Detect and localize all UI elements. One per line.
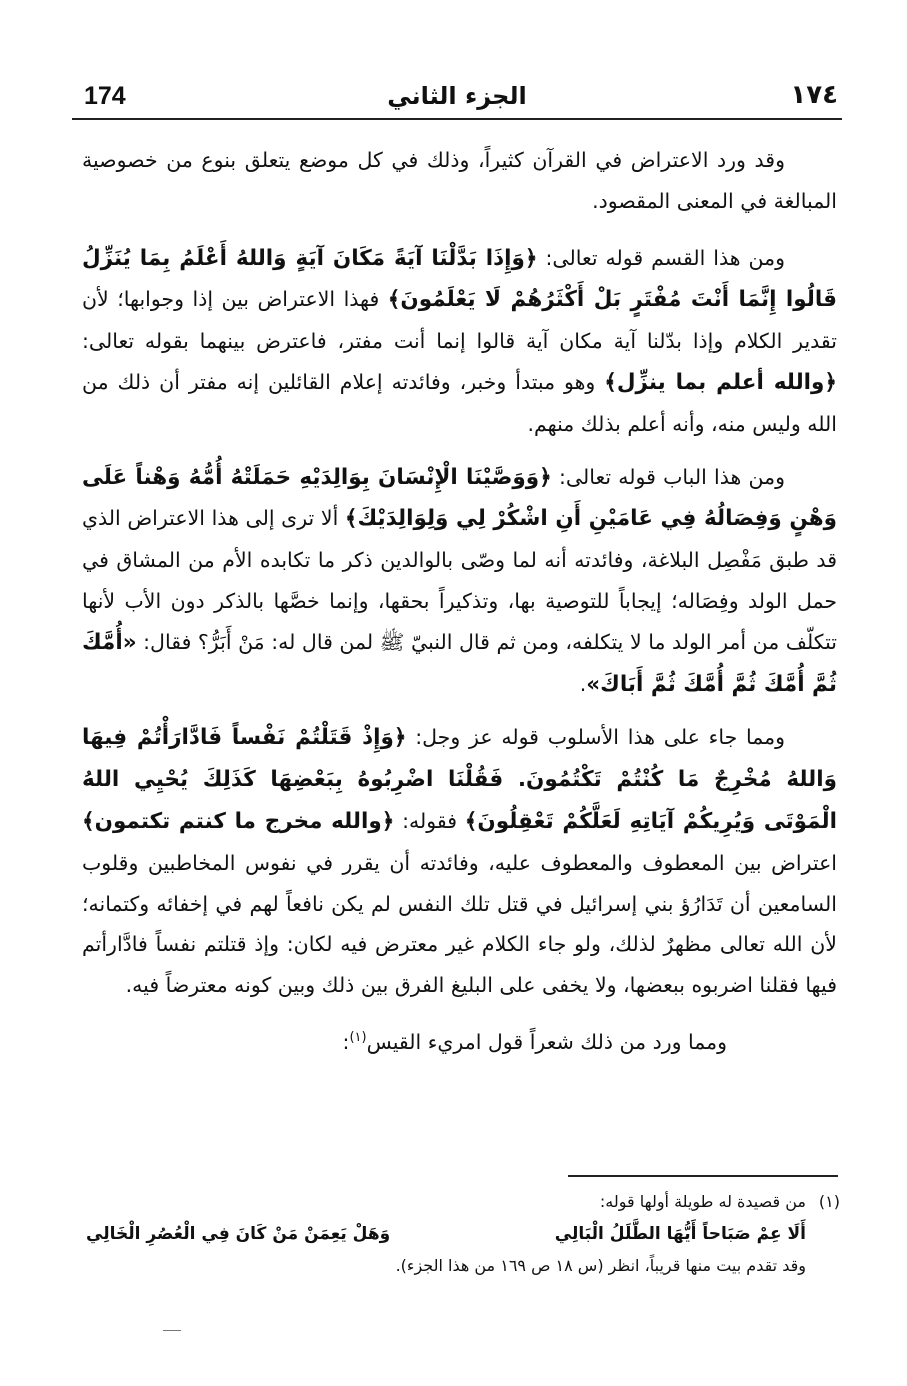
page-header (72, 76, 842, 120)
quran-verse: ﴿وَإِذَا بَدَّلْنَا آيَةً مَكَانَ آيَةٍ وَاللهُ أَعْلَمُ بِمَا يُنَزِّلُ قَالُوا إِنَّمَا أَنْتَ مُفْتَرٍ بَلْ أَكْثَرُهُمْ لَا يَعْلَمُونَ﴾ (82, 245, 837, 313)
footnote (82, 1186, 840, 1282)
footnote-reference-text: وقد تقدم بيت منها قريباً، انظر (س ١٨ ص ١٦٩ من هذا الجزء). (395, 1256, 806, 1275)
main-text (82, 140, 837, 1063)
verse-second-hemistich: وَهَلْ يَعِمَنْ مَنْ كَانَ فِي الْعُصُرِ الْخَالِي (86, 1224, 391, 1244)
quran-quote: ﴿والله أعلم بما ينزِّل﴾ (604, 369, 837, 395)
paragraph-4 (82, 717, 837, 1006)
quran-quote: ﴿والله مخرج ما كنتم تكتمون﴾ (82, 808, 395, 834)
paragraph-5-text: ومما ورد من ذلك شعراً قول امريء القيس (366, 1029, 727, 1054)
page-number-latin: 174 (84, 82, 126, 110)
paragraph-4-intro: ومما جاء على هذا الأسلوب قوله عز وجل: (406, 725, 785, 750)
hadith-quote: «أُمَّكَ ثُمَّ أُمَّكَ ثُمَّ أُمَّكَ ثُمَّ أَبَاكَ» (82, 629, 837, 697)
paragraph-1 (82, 140, 837, 222)
footnote-intro: من قصيدة له طويلة أولها قوله: (599, 1192, 806, 1211)
paragraph-3-outro: . (579, 671, 587, 696)
footnote-divider (568, 1175, 838, 1177)
running-title: الجزء الثاني (387, 82, 527, 110)
paragraph-2-middle: فهذا الاعتراض بين إذا وجوابها؛ لأن تقدير الكلام وإذا بدّلنا آية مكان آية قالوا إنما أنت مفتر، فاعترض بينهما بقوله تعالى: (82, 287, 837, 354)
paragraph-2-outro: وهو مبتدأ وخبر، وفائدته إعلام القائلين إنه مفتر أن ذلك من الله وليس منه، وأنه أعلم بذلك منهم. (82, 369, 837, 436)
paragraph-5 (82, 1018, 837, 1063)
paragraph-2 (82, 238, 837, 445)
paragraph-2-intro: ومن هذا القسم قوله تعالى: (537, 245, 785, 270)
paragraph-3 (82, 457, 837, 706)
paragraph-1-text: وقد ورد الاعتراض في القرآن كثيراً، وذلك في كل موضع يتعلق بنوع من خصوصية المبالغة في المعنى المقصود. (82, 148, 837, 213)
page-number-arabic: ١٧٤ (790, 80, 838, 110)
footnote-intro-line (82, 1186, 840, 1218)
scan-mark (163, 1330, 181, 1331)
paragraph-5-end: : (342, 1029, 350, 1054)
poem-verse (82, 1218, 840, 1250)
quran-verse: ﴿وَإِذْ قَتَلْتُمْ نَفْساً فَادَّارَأْتُمْ فِيهَا وَاللهُ مُخْرِجٌ مَا كُنْتُمْ تَكْتُمُونَ. فَقُلْنَا اضْرِبُوهُ بِبَعْضِهَا كَذَلِكَ يُحْيِي اللهُ الْمَوْتَى وَيُرِيكُمْ آيَاتِهِ لَعَلَّكُمْ تَعْقِلُونَ﴾ (82, 725, 837, 834)
footnote-reference[interactable]: (١) (349, 1029, 367, 1045)
paragraph-3-intro: ومن هذا الباب قوله تعالى: (551, 464, 785, 489)
verse-first-hemistich: أَلَا عِمْ صَبَاحاً أَيُّهَا الطَّلَلُ الْبَالِي (554, 1224, 806, 1244)
quran-verse: ﴿وَوَصَّيْنَا الْإِنْسَانَ بِوَالِدَيْهِ حَمَلَتْهُ أُمُّهُ وَهْناً عَلَى وَهْنٍ وَفِصَالُهُ فِي عَامَيْنِ أَنِ اشْكُرْ لِي وَلِوَالِدَيْكَ﴾ (82, 464, 837, 532)
footnote-number: (١) (818, 1192, 840, 1211)
paragraph-4-outro: اعتراض بين المعطوف والمعطوف عليه، وفائدته أن يقرر في نفوس المخاطبين وقلوب السامعين أن تَدَارُؤ بني إسرائيل في قتل تلك النفس لم يكن نافعاً لهم في إخفائه وكتمانه؛ لأن الله تعالى مظهرٌ لذلك، ولو جاء الكلام غير معترض فيه لكان: وإذ قتلتم نفساً فادَّارأتم فيها فقلنا اضربوه ببعضها، ولا يخفى على البليغ الفرق بين ذلك وبين كونه معترضاً فيه. (82, 850, 837, 998)
paragraph-4-middle: فقوله: (394, 808, 465, 833)
paragraph-3-middle: ألا ترى إلى هذا الاعتراض الذي قد طبق مَفْصِل البلاغة، وفائدته أنه لما وصّى بالوالدين ذكر ما تكابده الأم من المشاق في حمل الولد وفِصَاله؛ إيجاباً للتوصية بها، وتذكيراً بحقها، وإنما خصَّها بالذكر دون الأب لأنها تتكلّف من أمر الولد ما لا يتكلفه، ومن ثم قال النبيّ ﷺ لمن قال له: مَنْ أَبَرُّ؟ فقال: (82, 506, 837, 654)
